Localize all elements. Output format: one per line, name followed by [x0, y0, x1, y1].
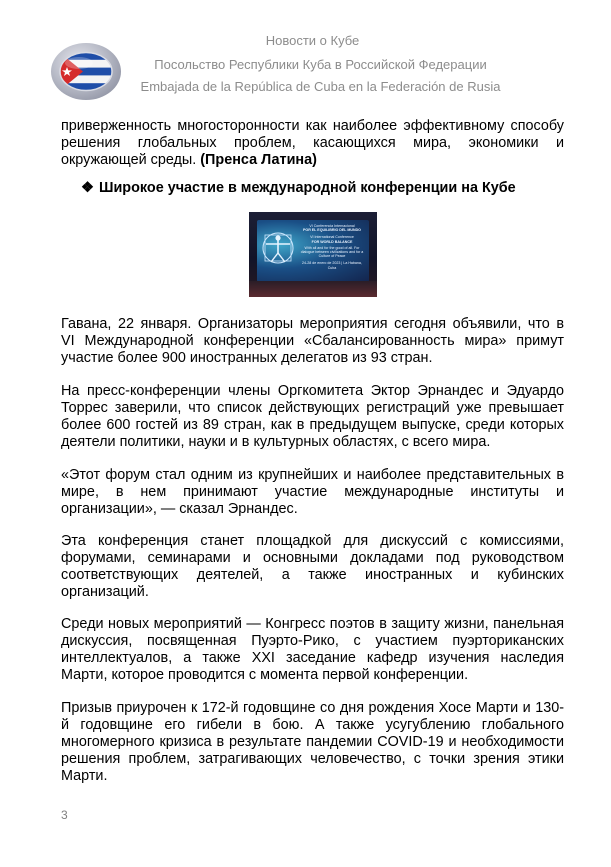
text-line — [61, 152, 564, 169]
text-line: й годовщине его гибели в бою. А также усугублению глобального — [61, 717, 564, 733]
text-line: приверженность многосторонности как наиболее эффективному способу — [61, 118, 564, 134]
text-line: организаций. — [61, 584, 149, 600]
source-label: (Пренса Латина) — [200, 152, 317, 168]
vitruvian-figure-icon — [261, 226, 295, 270]
text-line: соответствующих деятелей, а также иностранных и кубинских — [61, 567, 564, 583]
paragraph-4 — [61, 533, 564, 601]
text-line: Марти. — [61, 768, 108, 784]
text-line: интеллектуалов, а также XXI заседание кафедр изучения наследия — [61, 650, 564, 666]
text-line: Марти, которое проводится с момента первой конференции. — [61, 667, 469, 683]
header-embassy-es: Embajada de la República de Cuba en la Federación de Rusia — [140, 79, 501, 94]
conference-banner-image — [249, 212, 377, 297]
header-title: Новости о Кубе — [265, 33, 360, 48]
section-heading — [81, 180, 581, 197]
intro-last-line: окружающей среды. — [61, 152, 197, 168]
diamond-bullet-icon: ❖ — [81, 180, 94, 196]
banner-text — [299, 224, 365, 270]
text-line: «Этот форум стал одним из крупнейших и наиболее представительных в — [61, 467, 564, 483]
text-line: участие более 900 иностранных делегатов из 93 стран. — [61, 350, 433, 366]
paragraph-2 — [61, 383, 564, 451]
paragraph-5 — [61, 616, 564, 684]
text-line: форумами, семинарами и основными докладами под руководством — [61, 550, 564, 566]
text-line: многомерного кризиса в результате пандемии COVID-19 и необходимости — [61, 734, 564, 750]
banner-date: 24-28 de enero de 2023 | La Habana, Cuba — [302, 261, 362, 270]
paragraph-6 — [61, 700, 564, 785]
text-line: Торрес заверили, что список действующих регистраций уже превышает — [61, 400, 564, 416]
paragraph-1 — [61, 316, 564, 367]
banner-title-en-2: FOR WORLD BALANCE — [311, 239, 353, 244]
banner-title-es-1: VI Conferencia Internacional — [309, 224, 355, 228]
text-line: решения проблем, затрагивающих человечество, с точки зрения этики — [61, 751, 564, 767]
page-number: 3 — [61, 808, 68, 822]
banner-stage — [249, 281, 377, 297]
paragraph-3 — [61, 467, 564, 518]
intro-paragraph — [61, 118, 564, 169]
text-line: Призыв приурочен к 172-й годовщине со дня рождения Хосе Марти и 130- — [61, 700, 564, 716]
text-line: На пресс-конференции члены Оргкомитета Эктор Эрнандес и Эдуардо — [61, 383, 564, 399]
banner-title-es-2: POR EL EQUILIBRIO DEL MUNDO — [303, 228, 361, 233]
text-line: Эта конференция станет площадкой для дискуссий с комиссиями, — [61, 533, 564, 549]
text-line: мире, в нем принимают участие международные институты и — [61, 484, 564, 500]
section-title: Широкое участие в международной конференции на Кубе — [99, 180, 516, 196]
text-line: деятели политики, науки и в культурных областях, с всего мира. — [61, 434, 491, 450]
text-line: более 600 гостей из 89 стран, как в предыдущем выпуске, среди которых — [61, 417, 564, 433]
text-line: организации», — сказал Эрнандес. — [61, 501, 298, 517]
header-embassy-ru: Посольство Республики Куба в Российской Федерации — [154, 57, 487, 72]
page-header — [0, 0, 611, 100]
text-line: VI Международной конференции «Сбалансированность мира» примут — [61, 333, 564, 349]
text-line: решения глобальных проблем, касающихся мира, экономики и — [61, 135, 564, 151]
banner-title-en-1: VI International Conference — [310, 235, 354, 240]
text-line: Гавана, 22 января. Организаторы мероприятия сегодня объявили, что в — [61, 316, 564, 332]
banner-subtitle: With all and for the good of all. For dialogue between civilizations and for a Culture of Peace — [300, 245, 364, 259]
text-line: дискуссия, посвященная Пуэрто-Рико, с участием пуэрториканских — [61, 633, 564, 649]
text-line: Среди новых мероприятий — Конгресс поэтов в защиту жизни, панельная — [61, 616, 564, 632]
